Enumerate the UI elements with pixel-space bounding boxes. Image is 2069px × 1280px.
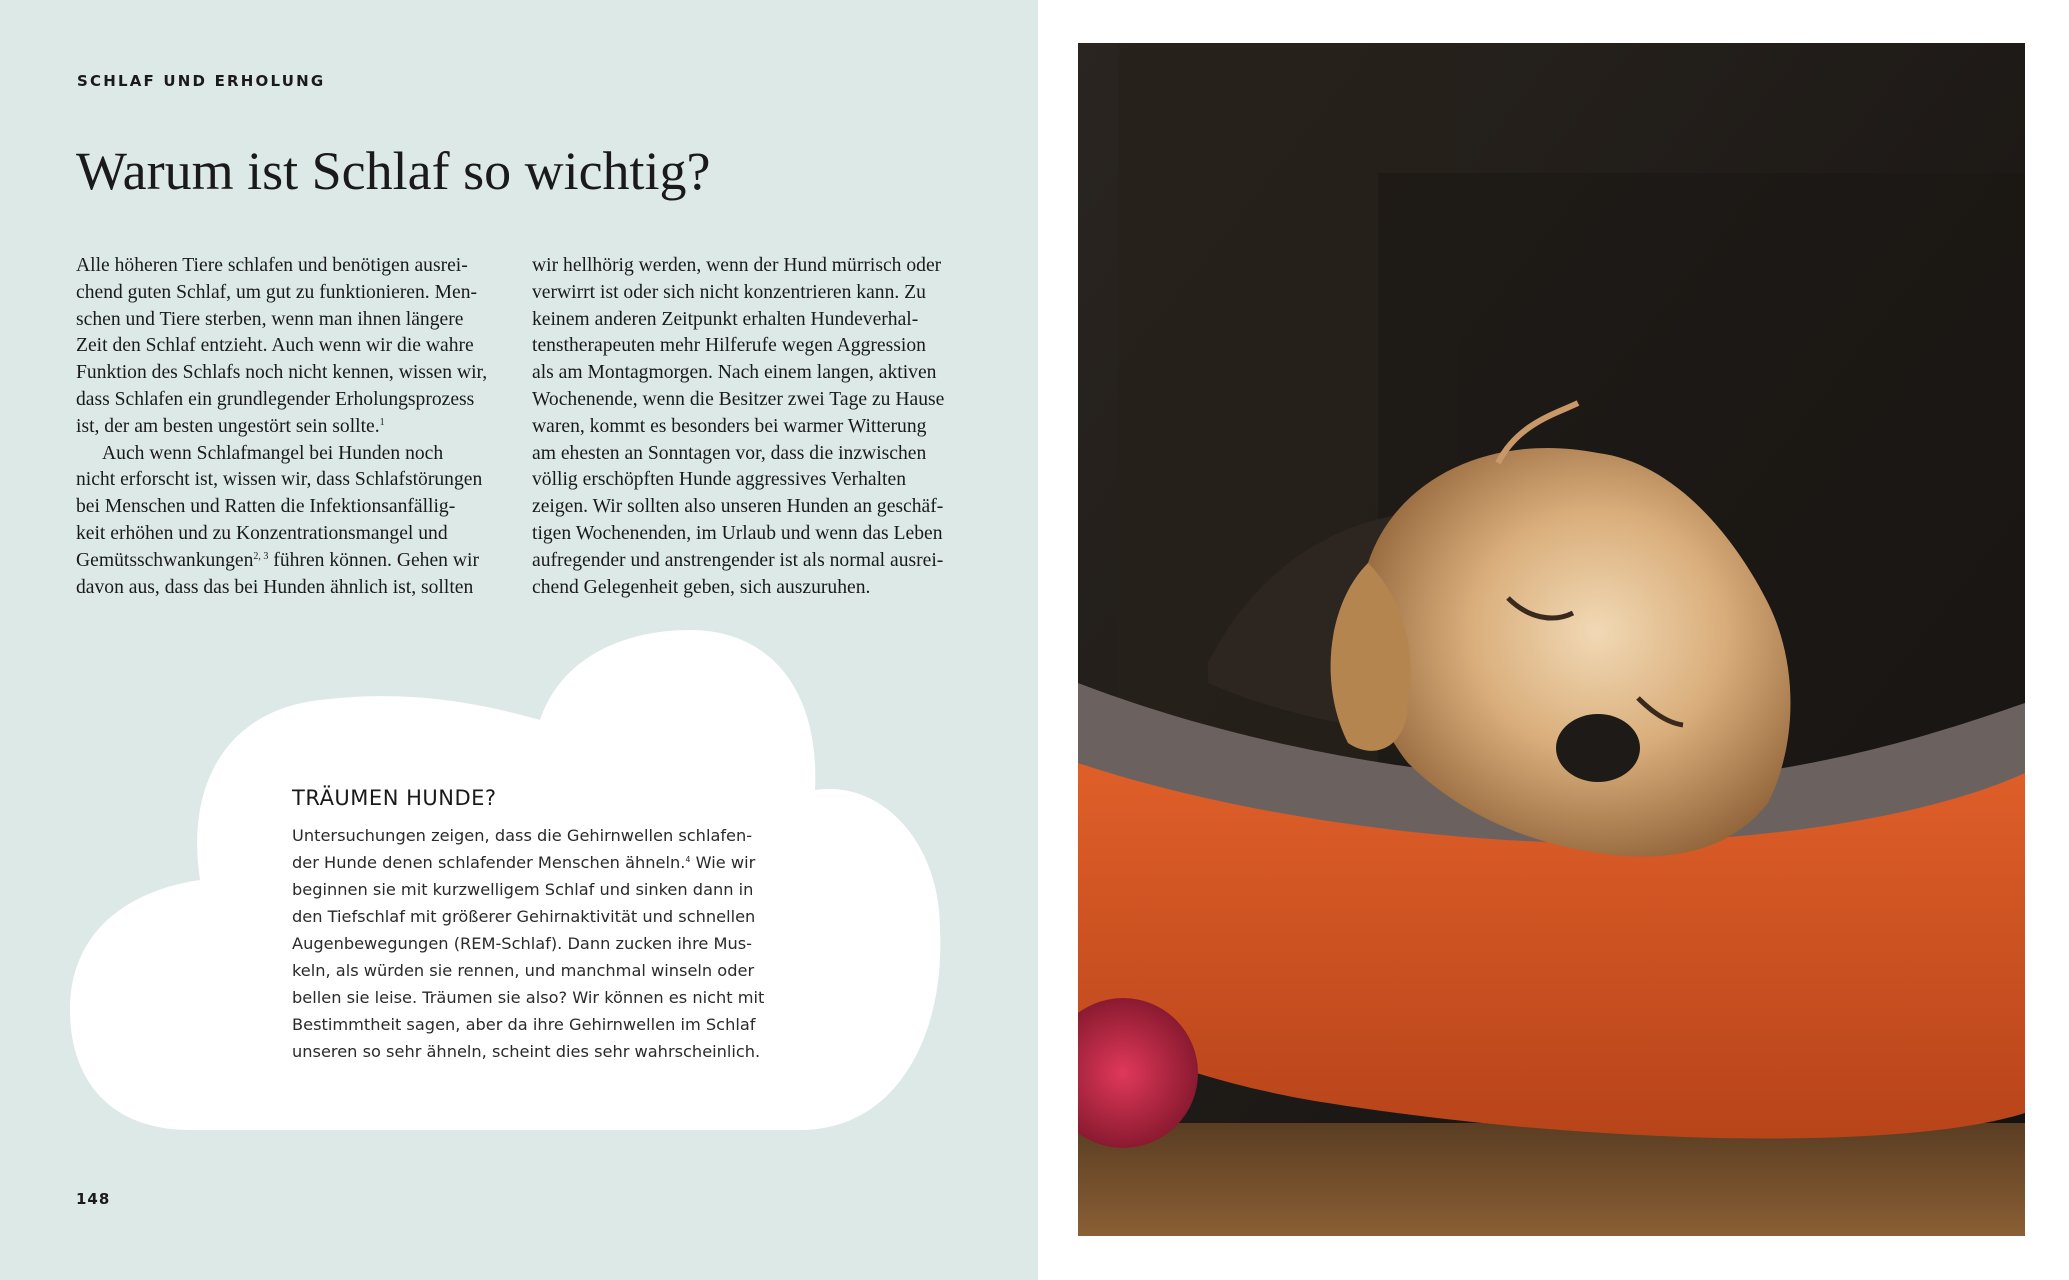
text-line: bei Menschen und Ratten die Infektionsanfällig-: [76, 496, 456, 518]
box-line: Bestimmtheit sagen, aber da ihre Gehirnwellen im Schlaf: [292, 1015, 756, 1034]
text-line: dass Schlafen ein grundlegender Erholungsprozess: [76, 388, 475, 410]
box-line: der Hunde denen schlafender Menschen ähneln.$^4$ Wie wir: [292, 853, 756, 872]
text-line: Wochenende, wenn die Besitzer zwei Tage zu Hause: [532, 388, 945, 410]
text-line: Zeit den Schlaf entzieht. Auch wenn wir die wahre: [76, 335, 474, 357]
text-line: Gemütsschwankungen$^{2, 3}$ führen können. Gehen wir: [76, 549, 479, 571]
text-column-2: [532, 253, 952, 601]
text-line: tigen Wochenenden, im Urlaub und wenn das Leben: [532, 522, 943, 544]
text-column-1: [76, 253, 496, 601]
text-line: zeigen. Wir sollten also unseren Hunden an geschäf-: [532, 496, 944, 518]
text-line: nicht erforscht ist, wissen wir, dass Schlafstörungen: [76, 469, 483, 491]
box-line: Untersuchungen zeigen, dass die Gehirnwellen schlafen-: [292, 826, 753, 845]
text-line: chend Gelegenheit geben, sich auszuruhen.: [532, 576, 871, 598]
text-line: chend guten Schlaf, um gut zu funktionieren. Men-: [76, 281, 478, 303]
text-line: tenstherapeuten mehr Hilferufe wegen Aggression: [532, 335, 926, 357]
box-line: keln, als würden sie rennen, und manchmal winseln oder: [292, 961, 755, 980]
text-line: als am Montagmorgen. Nach einem langen, aktiven: [532, 362, 937, 384]
box-line: Augenbewegungen (REM-Schlaf). Dann zucken ihre Mus-: [292, 934, 752, 953]
text-line: völlig erschöpften Hunde aggressives Verhalten: [532, 469, 906, 491]
text-line: keit erhöhen und zu Konzentrationsmangel und: [76, 522, 448, 544]
text-line: wir hellhörig werden, wenn der Hund mürrisch oder: [532, 255, 942, 276]
section-label: SCHLAF UND ERHOLUNG: [77, 72, 326, 90]
text-line: am ehesten an Sonntagen vor, dass die inzwischen: [532, 442, 927, 464]
footnote-marker: 2, 3: [253, 550, 269, 562]
text-line: verwirrt ist oder sich nicht konzentrieren kann. Zu: [532, 281, 926, 303]
footnote-marker: 1: [379, 416, 385, 428]
box-line: beginnen sie mit kurzwelligem Schlaf und sinken dann in: [292, 880, 754, 899]
box-line: unseren so sehr ähneln, scheint dies sehr wahrscheinlich.: [292, 1042, 761, 1061]
box-title: TRÄUMEN HUNDE?: [292, 786, 497, 810]
box-line: bellen sie leise. Träumen sie also? Wir können es nicht mit: [292, 988, 765, 1007]
dog-illustration: [1078, 43, 2025, 1236]
text-line: Alle höheren Tiere schlafen und benötigen ausrei-: [76, 255, 468, 276]
page-title: Warum ist Schlaf so wichtig?: [76, 141, 711, 201]
text-line: davon aus, dass das bei Hunden ähnlich ist, sollten: [76, 576, 474, 598]
text-line: aufregender und anstrengender ist als normal ausrei-: [532, 549, 944, 571]
box-body: [292, 822, 764, 1065]
text-line: Auch wenn Schlafmangel bei Hunden noch: [102, 442, 444, 464]
sleeping-dog-photo: [1078, 43, 2025, 1236]
text-line: waren, kommt es besonders bei warmer Witterung: [532, 415, 927, 437]
text-line: keinem anderen Zeitpunkt erhalten Hundeverhal-: [532, 308, 919, 330]
page-number: 148: [76, 1190, 111, 1208]
text-line: Funktion des Schlafs noch nicht kennen, wissen wir,: [76, 362, 488, 384]
text-line: schen und Tiere sterben, wenn man ihnen längere: [76, 308, 464, 330]
box-line: den Tiefschlaf mit größerer Gehirnaktivität und schnellen: [292, 907, 756, 926]
text-line: ist, der am besten ungestört sein sollte.$^1$: [76, 415, 385, 437]
footnote-marker: 4: [685, 855, 691, 864]
